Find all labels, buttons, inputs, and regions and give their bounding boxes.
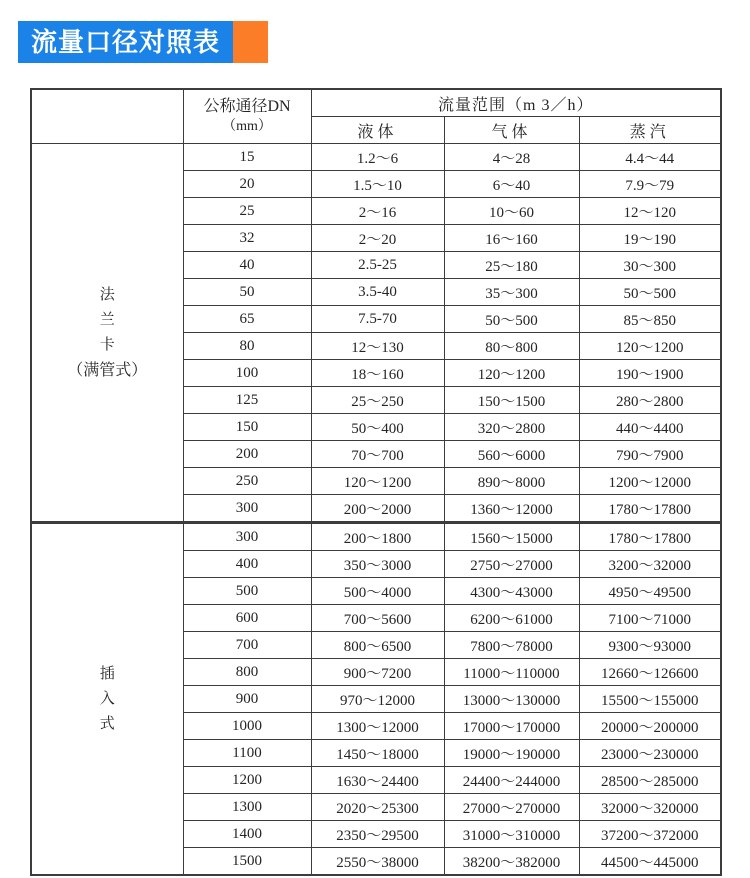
dn-cell: 800 [183,659,311,686]
steam-cell: 37200～372000 [579,821,721,848]
steam-cell: 32000～320000 [579,794,721,821]
liquid-cell: 700～5600 [311,605,444,632]
dn-cell: 150 [183,414,311,441]
gas-cell: 7800～78000 [444,632,579,659]
steam-cell: 20000～200000 [579,713,721,740]
dn-cell: 500 [183,578,311,605]
steam-cell: 50～500 [579,279,721,306]
gas-cell: 120～1200 [444,360,579,387]
liquid-cell: 2～20 [311,225,444,252]
table-row [31,144,721,171]
liquid-cell: 200～1800 [311,523,444,551]
gas-cell: 4～28 [444,144,579,171]
liquid-cell: 2020～25300 [311,794,444,821]
dn-cell: 1300 [183,794,311,821]
gas-cell: 16～160 [444,225,579,252]
gas-cell: 31000～310000 [444,821,579,848]
gas-cell: 2750～27000 [444,551,579,578]
steam-cell: 440～4400 [579,414,721,441]
steam-column-header: 蒸汽 [579,117,721,144]
liquid-cell: 2350～29500 [311,821,444,848]
gas-column-header: 气体 [444,117,579,144]
dn-cell: 1000 [183,713,311,740]
gas-cell: 19000～190000 [444,740,579,767]
dn-cell: 40 [183,252,311,279]
liquid-cell: 200～2000 [311,495,444,523]
liquid-cell: 2.5-25 [311,252,444,279]
table-row [31,523,721,551]
dn-cell: 125 [183,387,311,414]
liquid-cell: 50～400 [311,414,444,441]
flow-range-table [30,88,722,876]
steam-cell: 4.4～44 [579,144,721,171]
steam-cell: 30～300 [579,252,721,279]
category-suffix: （满管式） [67,361,148,379]
steam-cell: 280～2800 [579,387,721,414]
dn-header-label: 公称通径DN [203,97,291,115]
steam-cell: 790～7900 [579,441,721,468]
dn-cell: 1500 [183,848,311,876]
liquid-cell: 3.5-40 [311,279,444,306]
liquid-column-header: 液体 [311,117,444,144]
gas-cell: 150～1500 [444,387,579,414]
liquid-cell: 18～160 [311,360,444,387]
title-accent-block [233,21,268,63]
gas-cell: 320～2800 [444,414,579,441]
liquid-cell: 2550～38000 [311,848,444,876]
gas-cell: 50～500 [444,306,579,333]
title-bar [18,21,268,63]
dn-cell: 50 [183,279,311,306]
dn-cell: 1100 [183,740,311,767]
category-char: 入 [99,690,115,707]
liquid-cell: 1.5～10 [311,171,444,198]
dn-cell: 20 [183,171,311,198]
liquid-cell: 120～1200 [311,468,444,495]
gas-cell: 6～40 [444,171,579,198]
steam-cell: 19～190 [579,225,721,252]
gas-cell: 4300～43000 [444,578,579,605]
liquid-cell: 25～250 [311,387,444,414]
steam-cell: 12～120 [579,198,721,225]
dn-cell: 1400 [183,821,311,848]
dn-cell: 25 [183,198,311,225]
dn-cell: 32 [183,225,311,252]
dn-cell: 1200 [183,767,311,794]
steam-cell: 23000～230000 [579,740,721,767]
dn-cell: 600 [183,605,311,632]
corner-cell [31,89,183,144]
gas-cell: 1360～12000 [444,495,579,523]
gas-cell: 10～60 [444,198,579,225]
liquid-cell: 12～130 [311,333,444,360]
category-cell [31,144,183,523]
steam-cell: 120～1200 [579,333,721,360]
gas-cell: 24400～244000 [444,767,579,794]
dn-cell: 100 [183,360,311,387]
dn-cell: 15 [183,144,311,171]
liquid-cell: 1300～12000 [311,713,444,740]
page-title: 流量口径对照表 [18,21,233,63]
steam-cell: 7100～71000 [579,605,721,632]
gas-cell: 560～6000 [444,441,579,468]
steam-cell: 1780～17800 [579,523,721,551]
dn-cell: 300 [183,495,311,523]
liquid-cell: 70～700 [311,441,444,468]
steam-cell: 7.9～79 [579,171,721,198]
category-char: 式 [99,715,115,732]
steam-cell: 85～850 [579,306,721,333]
gas-cell: 6200～61000 [444,605,579,632]
dn-cell: 250 [183,468,311,495]
dn-cell: 300 [183,523,311,551]
gas-cell: 13000～130000 [444,686,579,713]
dn-cell: 700 [183,632,311,659]
steam-cell: 44500～445000 [579,848,721,876]
category-char: 兰 [99,311,115,328]
liquid-cell: 1450～18000 [311,740,444,767]
gas-cell: 17000～170000 [444,713,579,740]
steam-cell: 9300～93000 [579,632,721,659]
category-char: 插 [99,665,115,682]
liquid-cell: 1630～24400 [311,767,444,794]
steam-cell: 4950～49500 [579,578,721,605]
dn-cell: 65 [183,306,311,333]
dn-cell: 900 [183,686,311,713]
dn-cell: 400 [183,551,311,578]
flow-range-header-cell: 流量范围（m 3／h） [311,89,721,117]
gas-cell: 890～8000 [444,468,579,495]
liquid-cell: 970～12000 [311,686,444,713]
category-char: 法 [99,286,115,303]
liquid-cell: 7.5-70 [311,306,444,333]
gas-cell: 27000～270000 [444,794,579,821]
dn-header-cell [183,89,311,144]
liquid-cell: 2～16 [311,198,444,225]
category-cell [31,523,183,876]
gas-cell: 11000～110000 [444,659,579,686]
dn-cell: 200 [183,441,311,468]
dn-cell: 80 [183,333,311,360]
steam-cell: 15500～155000 [579,686,721,713]
liquid-cell: 350～3000 [311,551,444,578]
header-row-1 [31,89,721,117]
liquid-cell: 500～4000 [311,578,444,605]
liquid-cell: 900～7200 [311,659,444,686]
category-char: 卡 [99,336,115,353]
gas-cell: 25～180 [444,252,579,279]
steam-cell: 1780～17800 [579,495,721,523]
gas-cell: 80～800 [444,333,579,360]
table-body [31,144,721,876]
steam-cell: 3200～32000 [579,551,721,578]
gas-cell: 38200～382000 [444,848,579,876]
gas-cell: 35～300 [444,279,579,306]
liquid-cell: 800～6500 [311,632,444,659]
steam-cell: 190～1900 [579,360,721,387]
steam-cell: 12660～126600 [579,659,721,686]
liquid-cell: 1.2～6 [311,144,444,171]
gas-cell: 1560～15000 [444,523,579,551]
dn-unit-label: （mm） [222,118,272,134]
steam-cell: 28500～285000 [579,767,721,794]
steam-cell: 1200～12000 [579,468,721,495]
